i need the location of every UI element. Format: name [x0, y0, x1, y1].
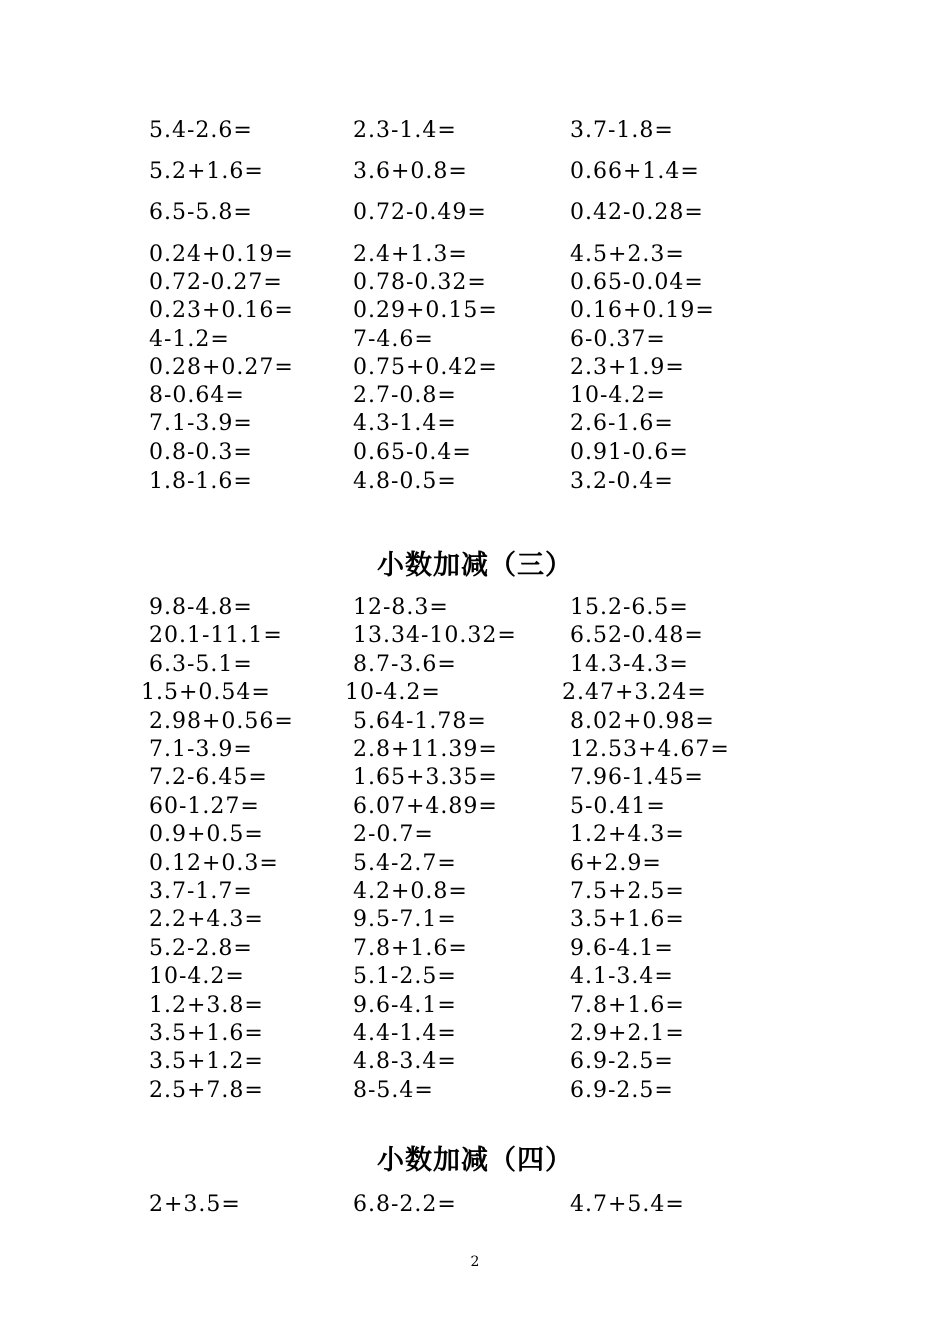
problem: 7.96-1.45= [570, 765, 704, 791]
problem: 3.7-1.7= [149, 879, 253, 904]
problem-row [0, 962, 950, 992]
problem: 5.1-2.5= [353, 964, 457, 990]
problem: 0.75+0.42= [353, 355, 498, 380]
problem: 4.3-1.4= [353, 411, 457, 436]
problem: 2.47+3.24= [562, 680, 707, 706]
problem: 60-1.27= [149, 793, 260, 819]
problem: 6.52-0.48= [570, 623, 704, 649]
problem-row [0, 877, 950, 907]
problem: 0.8-0.3= [149, 440, 253, 465]
problem: 5.4-2.7= [353, 850, 457, 876]
problem-row [0, 905, 950, 935]
problem: 2.3-1.4= [353, 118, 457, 143]
problem-row [0, 735, 950, 765]
problem: 0.28+0.27= [149, 355, 294, 380]
problem: 9.6-4.1= [570, 935, 674, 961]
problem-row [0, 763, 950, 793]
problem: 7.2-6.45= [149, 765, 268, 791]
problem: 12.53+4.67= [570, 737, 730, 762]
problem: 0.12+0.3= [149, 850, 279, 876]
problem: 2.5+7.8= [149, 1077, 264, 1103]
problem: 3.5+1.6= [149, 1021, 264, 1046]
problem: 0.72-0.27= [149, 270, 283, 295]
problem-row [0, 116, 950, 146]
problem: 6.3-5.1= [149, 651, 253, 677]
problem: 6.07+4.89= [353, 793, 498, 819]
problem: 7.8+1.6= [570, 992, 685, 1018]
problem-row [0, 438, 950, 468]
problem: 2.4+1.3= [353, 242, 468, 267]
problem: 2+3.5= [149, 1192, 241, 1217]
problem: 20.1-11.1= [149, 623, 283, 649]
section-4-title: 小数加减（四） [377, 1145, 573, 1176]
problem: 2.6-1.6= [570, 411, 674, 436]
problem: 10-4.2= [149, 964, 245, 990]
problem: 4.1-3.4= [570, 964, 674, 990]
problem-row [0, 353, 950, 383]
problem-row [0, 381, 950, 411]
problem-row [0, 296, 950, 326]
problem-row [0, 1047, 950, 1077]
problem: 3.5+1.2= [149, 1049, 264, 1075]
problem: 6.8-2.2= [353, 1192, 457, 1217]
problem-row [0, 325, 950, 355]
problem-row [0, 240, 950, 270]
problem-row [0, 849, 950, 879]
problem: 0.29+0.15= [353, 298, 498, 323]
problem: 0.72-0.49= [353, 200, 487, 225]
problem: 12-8.3= [353, 595, 449, 620]
section-3-title: 小数加减（三） [377, 550, 573, 581]
problem: 0.9+0.5= [149, 822, 264, 848]
problem: 5-0.41= [570, 793, 666, 819]
problem: 2.98+0.56= [149, 708, 294, 734]
problem: 1.2+3.8= [149, 992, 264, 1018]
problem: 3.6+0.8= [353, 159, 468, 184]
problem: 5.4-2.6= [149, 118, 253, 143]
page-number: 2 [470, 1254, 480, 1270]
problem: 8.02+0.98= [570, 708, 715, 734]
problem: 10-4.2= [345, 680, 441, 706]
problem: 3.7-1.8= [570, 118, 674, 143]
problem: 3.2-0.4= [570, 469, 674, 494]
problem: 6.9-2.5= [570, 1049, 674, 1075]
problem: 5.2-2.8= [149, 935, 253, 961]
problem: 2.8+11.39= [353, 737, 498, 762]
problem-row [0, 1190, 950, 1220]
problem: 1.5+0.54= [141, 680, 271, 706]
problem: 13.34-10.32= [353, 623, 517, 649]
problem: 4.7+5.4= [570, 1192, 685, 1217]
problem: 14.3-4.3= [570, 651, 689, 677]
problem: 2-0.7= [353, 822, 434, 848]
problem-row [0, 621, 950, 651]
problem: 6-0.37= [570, 327, 666, 352]
problem-row [0, 650, 950, 680]
problem: 0.91-0.6= [570, 440, 689, 465]
problem: 7.8+1.6= [353, 935, 468, 961]
problem-row [0, 1019, 950, 1049]
problem: 0.16+0.19= [570, 298, 715, 323]
problem: 2.9+2.1= [570, 1021, 685, 1046]
problem: 2.7-0.8= [353, 383, 457, 408]
problem: 8-5.4= [353, 1077, 434, 1103]
problem: 2.2+4.3= [149, 907, 264, 933]
problem: 6.5-5.8= [149, 200, 253, 225]
problem: 9.5-7.1= [353, 907, 457, 933]
problem: 10-4.2= [570, 383, 666, 408]
problem-row [0, 409, 950, 439]
problem: 0.78-0.32= [353, 270, 487, 295]
problem: 8-0.64= [149, 383, 245, 408]
problem: 4.4-1.4= [353, 1021, 457, 1046]
problem: 0.24+0.19= [149, 242, 294, 267]
problem: 1.8-1.6= [149, 469, 253, 494]
problem: 9.6-4.1= [353, 992, 457, 1018]
problem: 1.65+3.35= [353, 765, 498, 791]
problem: 9.8-4.8= [149, 595, 253, 620]
problem: 1.2+4.3= [570, 822, 685, 848]
problem: 6.9-2.5= [570, 1077, 674, 1103]
problem-row [0, 707, 950, 737]
problem: 4.8-0.5= [353, 469, 457, 494]
problem-row [0, 467, 950, 497]
problem: 0.42-0.28= [570, 200, 704, 225]
problem: 6+2.9= [570, 850, 662, 876]
problem-row [0, 678, 942, 708]
problem-row [0, 198, 950, 228]
problem: 0.65-0.4= [353, 440, 472, 465]
problem-row [0, 991, 950, 1021]
problem: 8.7-3.6= [353, 651, 457, 677]
problem-row [0, 157, 950, 187]
problem: 3.5+1.6= [570, 907, 685, 933]
problem: 0.65-0.04= [570, 270, 704, 295]
problem: 5.64-1.78= [353, 708, 487, 734]
problem: 15.2-6.5= [570, 595, 689, 620]
problem: 0.23+0.16= [149, 298, 294, 323]
problem: 7.5+2.5= [570, 879, 685, 904]
problem: 7-4.6= [353, 327, 434, 352]
problem: 4-1.2= [149, 327, 230, 352]
problem-row [0, 593, 950, 623]
problem-row [0, 792, 950, 822]
problem: 7.1-3.9= [149, 411, 253, 436]
problem: 4.5+2.3= [570, 242, 685, 267]
problem-row [0, 1076, 950, 1106]
problem: 7.1-3.9= [149, 737, 253, 762]
problem-row [0, 268, 950, 298]
problem: 2.3+1.9= [570, 355, 685, 380]
problem: 4.2+0.8= [353, 879, 468, 904]
problem: 5.2+1.6= [149, 159, 264, 184]
problem-row [0, 934, 950, 964]
problem: 0.66+1.4= [570, 159, 700, 184]
problem: 4.8-3.4= [353, 1049, 457, 1075]
problem-row [0, 820, 950, 850]
